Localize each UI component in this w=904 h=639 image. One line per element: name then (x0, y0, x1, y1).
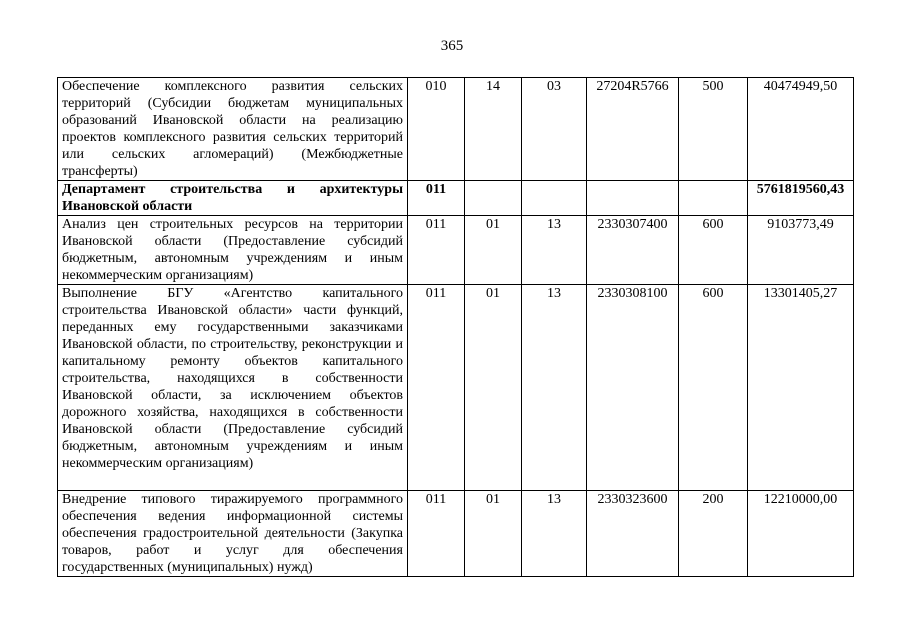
row-amount: 9103773,49 (748, 216, 854, 285)
row-description: Департамент строительства и архитектуры Ивановской области (58, 181, 408, 216)
row-section-code: 01 (465, 491, 522, 577)
row-subsection-code: 13 (522, 216, 587, 285)
row-target-article-code (587, 181, 679, 216)
row-subsection-code: 13 (522, 285, 587, 491)
table-row (58, 181, 854, 216)
row-amount: 13301405,27 (748, 285, 854, 491)
page-number: 365 (440, 38, 464, 54)
row-expense-type-code: 600 (679, 216, 748, 285)
budget-table (57, 77, 854, 577)
row-description: Выполнение БГУ «Агентство капитального строительства Ивановской области» части функций, переданных ему государственными заказчиками Ивановской области, по строительству, реконструкции и капитальному ремонту объектов капитального строительства, находящихся в собственности Ивановской области, за исключением объектов дорожного хозяйства, находящихся в собственности Ивановской области (Предоставление субсидий бюджетным, автономным учреждениям и иным некоммерческим организациям) (58, 285, 408, 491)
row-ved-code: 011 (408, 181, 465, 216)
row-ved-code: 011 (408, 491, 465, 577)
row-target-article-code: 2330308100 (587, 285, 679, 491)
row-amount: 5761819560,43 (748, 181, 854, 216)
table-row (58, 491, 854, 577)
row-section-code (465, 181, 522, 216)
row-subsection-code (522, 181, 587, 216)
row-description: Внедрение типового тиражируемого программного обеспечения ведения информационной системы обеспечения градостроительной деятельности (Закупка товаров, работ и услуг для обеспечения государственных (муниципальных) нужд) (58, 491, 408, 577)
row-expense-type-code (679, 181, 748, 216)
row-description: Обеспечение комплексного развития сельских территорий (Субсидии бюджетам муниципальных образований Ивановской области на реализацию проектов комплексного развития сельских территорий или сельских агломераций) (Межбюджетные трансферты) (58, 78, 408, 181)
row-section-code: 01 (465, 285, 522, 491)
row-target-article-code: 2330323600 (587, 491, 679, 577)
row-target-article-code: 27204R5766 (587, 78, 679, 181)
row-section-code: 14 (465, 78, 522, 181)
table-row (58, 78, 854, 181)
row-expense-type-code: 500 (679, 78, 748, 181)
row-subsection-code: 03 (522, 78, 587, 181)
row-amount: 12210000,00 (748, 491, 854, 577)
row-ved-code: 010 (408, 78, 465, 181)
row-expense-type-code: 600 (679, 285, 748, 491)
row-ved-code: 011 (408, 285, 465, 491)
row-amount: 40474949,50 (748, 78, 854, 181)
row-target-article-code: 2330307400 (587, 216, 679, 285)
row-ved-code: 011 (408, 216, 465, 285)
row-description: Анализ цен строительных ресурсов на территории Ивановской области (Предоставление субсидий бюджетным, автономным учреждениям и иным некоммерческим организациям) (58, 216, 408, 285)
row-subsection-code: 13 (522, 491, 587, 577)
table-row (58, 216, 854, 285)
row-section-code: 01 (465, 216, 522, 285)
row-expense-type-code: 200 (679, 491, 748, 577)
table-row (58, 285, 854, 491)
